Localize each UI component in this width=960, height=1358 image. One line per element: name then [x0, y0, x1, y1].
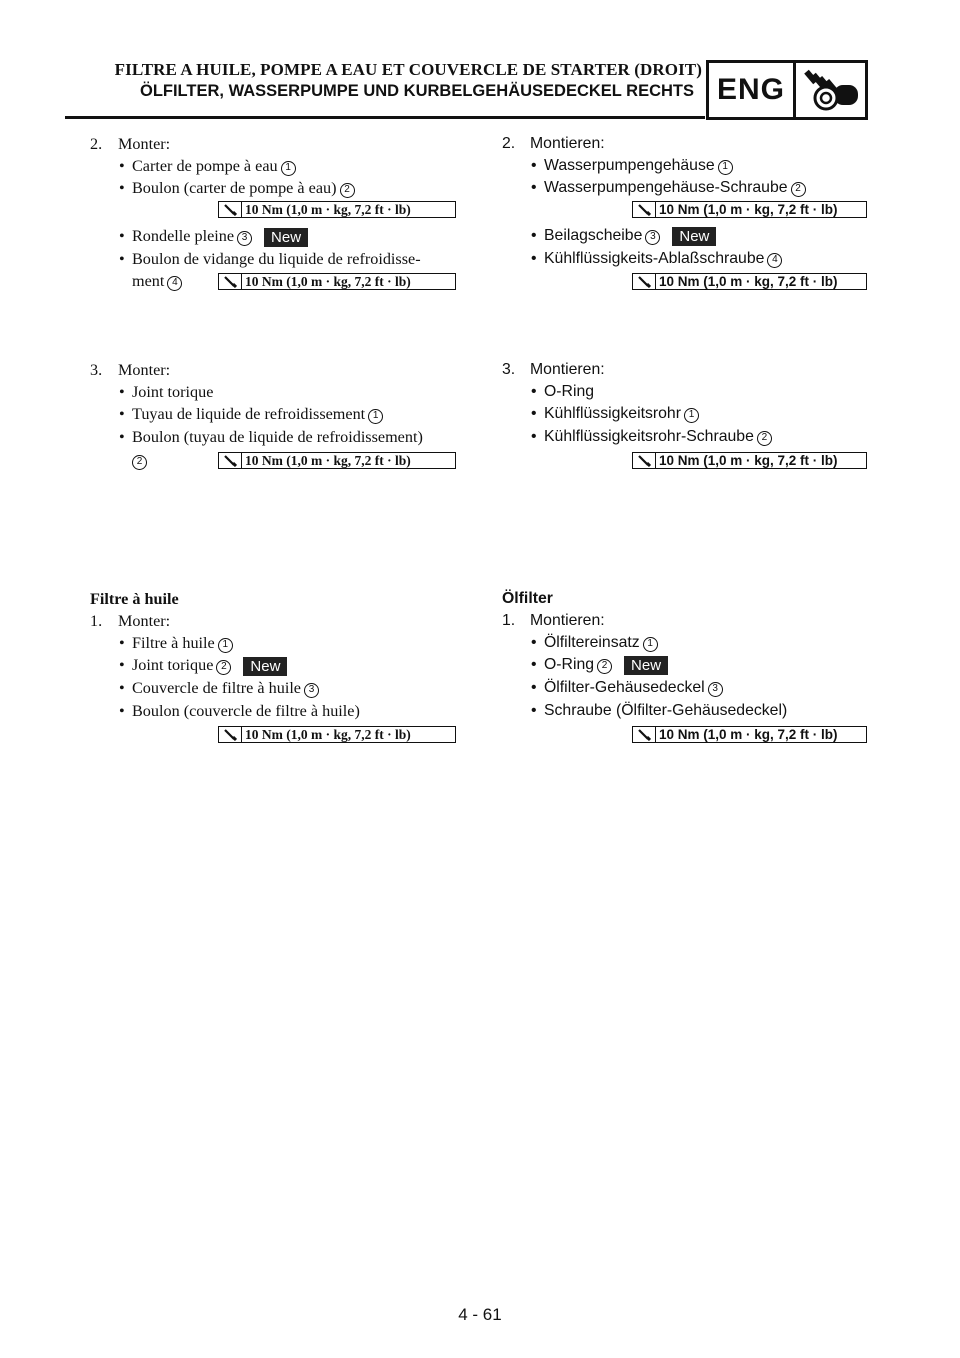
section-heading-oil-filter: Filtre à huile	[90, 590, 179, 608]
torque-spec	[632, 452, 867, 469]
new-badge: New	[672, 227, 716, 246]
list-item	[132, 700, 360, 722]
list-item	[132, 654, 287, 676]
item-text: Filtre à huile	[132, 634, 215, 652]
page-number: 4 - 61	[458, 1305, 502, 1324]
item-text: O-Ring	[544, 383, 595, 400]
step-number: 1.	[502, 612, 516, 629]
ref-number: 2	[597, 659, 612, 674]
step-number: 1.	[90, 612, 103, 630]
ref-number: 4	[167, 276, 182, 291]
ref-number: 3	[237, 231, 252, 246]
fr-step-2	[90, 133, 170, 155]
step-number: 3.	[90, 361, 103, 379]
ref-number: 2	[132, 455, 147, 470]
list-item	[544, 177, 806, 199]
ref-number: 1	[718, 160, 733, 175]
de-step-1	[502, 610, 605, 632]
item-text: Couvercle de filtre à huile	[132, 679, 301, 697]
wrench-icon	[633, 453, 656, 468]
list-item	[132, 248, 421, 270]
fr-step-3	[90, 359, 170, 381]
torque-spec	[632, 273, 867, 290]
list-item	[132, 403, 383, 425]
section-heading-oil-filter: Ölfilter	[502, 590, 553, 607]
list-item-continued	[132, 449, 147, 471]
ref-number: 3	[645, 230, 660, 245]
item-text: Kühlflüssigkeits-Ablaßschraube	[544, 250, 765, 267]
list-item	[544, 700, 787, 722]
badge-label: ENG	[709, 63, 796, 117]
list-item	[544, 632, 658, 654]
item-text: Joint torique	[132, 383, 214, 401]
wrench-icon	[219, 274, 242, 289]
step-title: Monter:	[118, 361, 171, 379]
item-text: Schraube (Ölfilter-Gehäusedeckel)	[544, 702, 788, 719]
list-item	[544, 677, 723, 699]
item-text: Kühlflüssigkeitsrohr	[544, 405, 681, 422]
de-step-3	[502, 359, 605, 381]
ref-number: 1	[368, 409, 383, 424]
ref-number: 3	[304, 683, 319, 698]
torque-spec	[218, 452, 456, 469]
wrench-icon	[633, 727, 656, 742]
item-text: O-Ring	[544, 656, 595, 673]
item-text: Wasserpumpengehäuse-Schraube	[544, 179, 788, 196]
list-item	[132, 381, 213, 403]
item-text: Wasserpumpengehäuse	[544, 157, 715, 174]
torque-value: 10 Nm (1,0 m · kg, 7,2 ft · lb)	[245, 452, 411, 468]
torque-value: 10 Nm (1,0 m · kg, 7,2 ft · lb)	[659, 453, 838, 468]
torque-spec	[632, 201, 867, 218]
item-text: Carter de pompe à eau	[132, 157, 278, 175]
item-text: Kühlflüssigkeitsrohr-Schraube	[544, 428, 754, 445]
ref-number: 2	[216, 660, 231, 675]
torque-value: 10 Nm (1,0 m · kg, 7,2 ft · lb)	[245, 273, 411, 289]
list-item	[132, 426, 423, 448]
torque-value: 10 Nm (1,0 m · kg, 7,2 ft · lb)	[659, 202, 838, 217]
wrench-icon	[219, 202, 242, 217]
ref-number: 1	[684, 408, 699, 423]
ref-number: 1	[218, 638, 233, 653]
item-text: Ölfiltereinsatz	[544, 634, 640, 651]
wrench-icon	[633, 274, 656, 289]
step-title: Montieren:	[530, 135, 605, 152]
list-item	[132, 632, 233, 654]
wrench-icon	[219, 727, 242, 742]
item-text: Boulon (carter de pompe à eau)	[132, 179, 337, 197]
list-item	[544, 403, 699, 425]
torque-spec	[218, 201, 456, 218]
list-item	[544, 426, 772, 448]
list-item	[544, 381, 594, 403]
ref-number: 3	[708, 682, 723, 697]
step-number: 2.	[502, 135, 516, 152]
fr-step-1	[90, 610, 170, 632]
new-badge: New	[243, 657, 287, 676]
step-title: Montieren:	[530, 612, 605, 629]
item-text: Boulon (couvercle de filtre à huile)	[132, 702, 360, 720]
step-title: Montieren:	[530, 361, 605, 378]
item-text: Boulon (tuyau de liquide de refroidissement)	[132, 428, 423, 446]
list-item	[132, 177, 355, 199]
list-item	[544, 654, 668, 676]
new-badge: New	[264, 228, 308, 247]
ref-number: 1	[281, 161, 296, 176]
ref-number: 4	[767, 253, 782, 268]
engine-icon	[796, 63, 865, 117]
header-title-de: ÖLFILTER, WASSERPUMPE UND KURBELGEHÄUSEDECKEL RECHTS	[139, 82, 694, 100]
torque-value: 10 Nm (1,0 m · kg, 7,2 ft · lb)	[245, 201, 411, 217]
item-text: Tuyau de liquide de refroidissement	[132, 405, 366, 423]
item-text: ment	[132, 272, 165, 290]
wrench-icon	[633, 202, 656, 217]
torque-value: 10 Nm (1,0 m · kg, 7,2 ft · lb)	[245, 726, 411, 742]
ref-number: 2	[757, 431, 772, 446]
header-title-fr: FILTRE A HUILE, POMPE A EAU ET COUVERCLE DE STARTER (DROIT)	[114, 60, 702, 79]
de-step-2	[502, 133, 605, 155]
torque-value: 10 Nm (1,0 m · kg, 7,2 ft · lb)	[659, 274, 838, 289]
item-text: Beilagscheibe	[544, 227, 643, 244]
torque-value: 10 Nm (1,0 m · kg, 7,2 ft · lb)	[659, 727, 838, 742]
list-item	[132, 155, 296, 177]
list-item	[132, 225, 308, 247]
torque-spec	[218, 273, 456, 290]
list-item	[544, 225, 716, 247]
ref-number: 2	[340, 183, 355, 198]
step-title: Monter:	[118, 612, 171, 630]
torque-spec	[632, 726, 867, 743]
item-text: Rondelle pleine	[132, 227, 235, 245]
list-item	[544, 155, 733, 177]
section-badge	[706, 60, 868, 120]
item-text: Boulon de vidange du liquide de refroidisse-	[132, 250, 421, 268]
new-badge: New	[624, 656, 668, 675]
item-text: Ölfilter-Gehäusedeckel	[544, 679, 705, 696]
list-item	[544, 248, 782, 270]
header-rule	[65, 116, 705, 119]
list-item	[132, 677, 319, 699]
ref-number: 2	[791, 182, 806, 197]
step-number: 3.	[502, 361, 516, 378]
item-text: Joint torique	[132, 656, 214, 674]
wrench-icon	[219, 453, 242, 468]
torque-spec	[218, 726, 456, 743]
list-item-continued	[132, 270, 182, 292]
step-number: 2.	[90, 135, 103, 153]
step-title: Monter:	[118, 135, 171, 153]
ref-number: 1	[643, 637, 658, 652]
